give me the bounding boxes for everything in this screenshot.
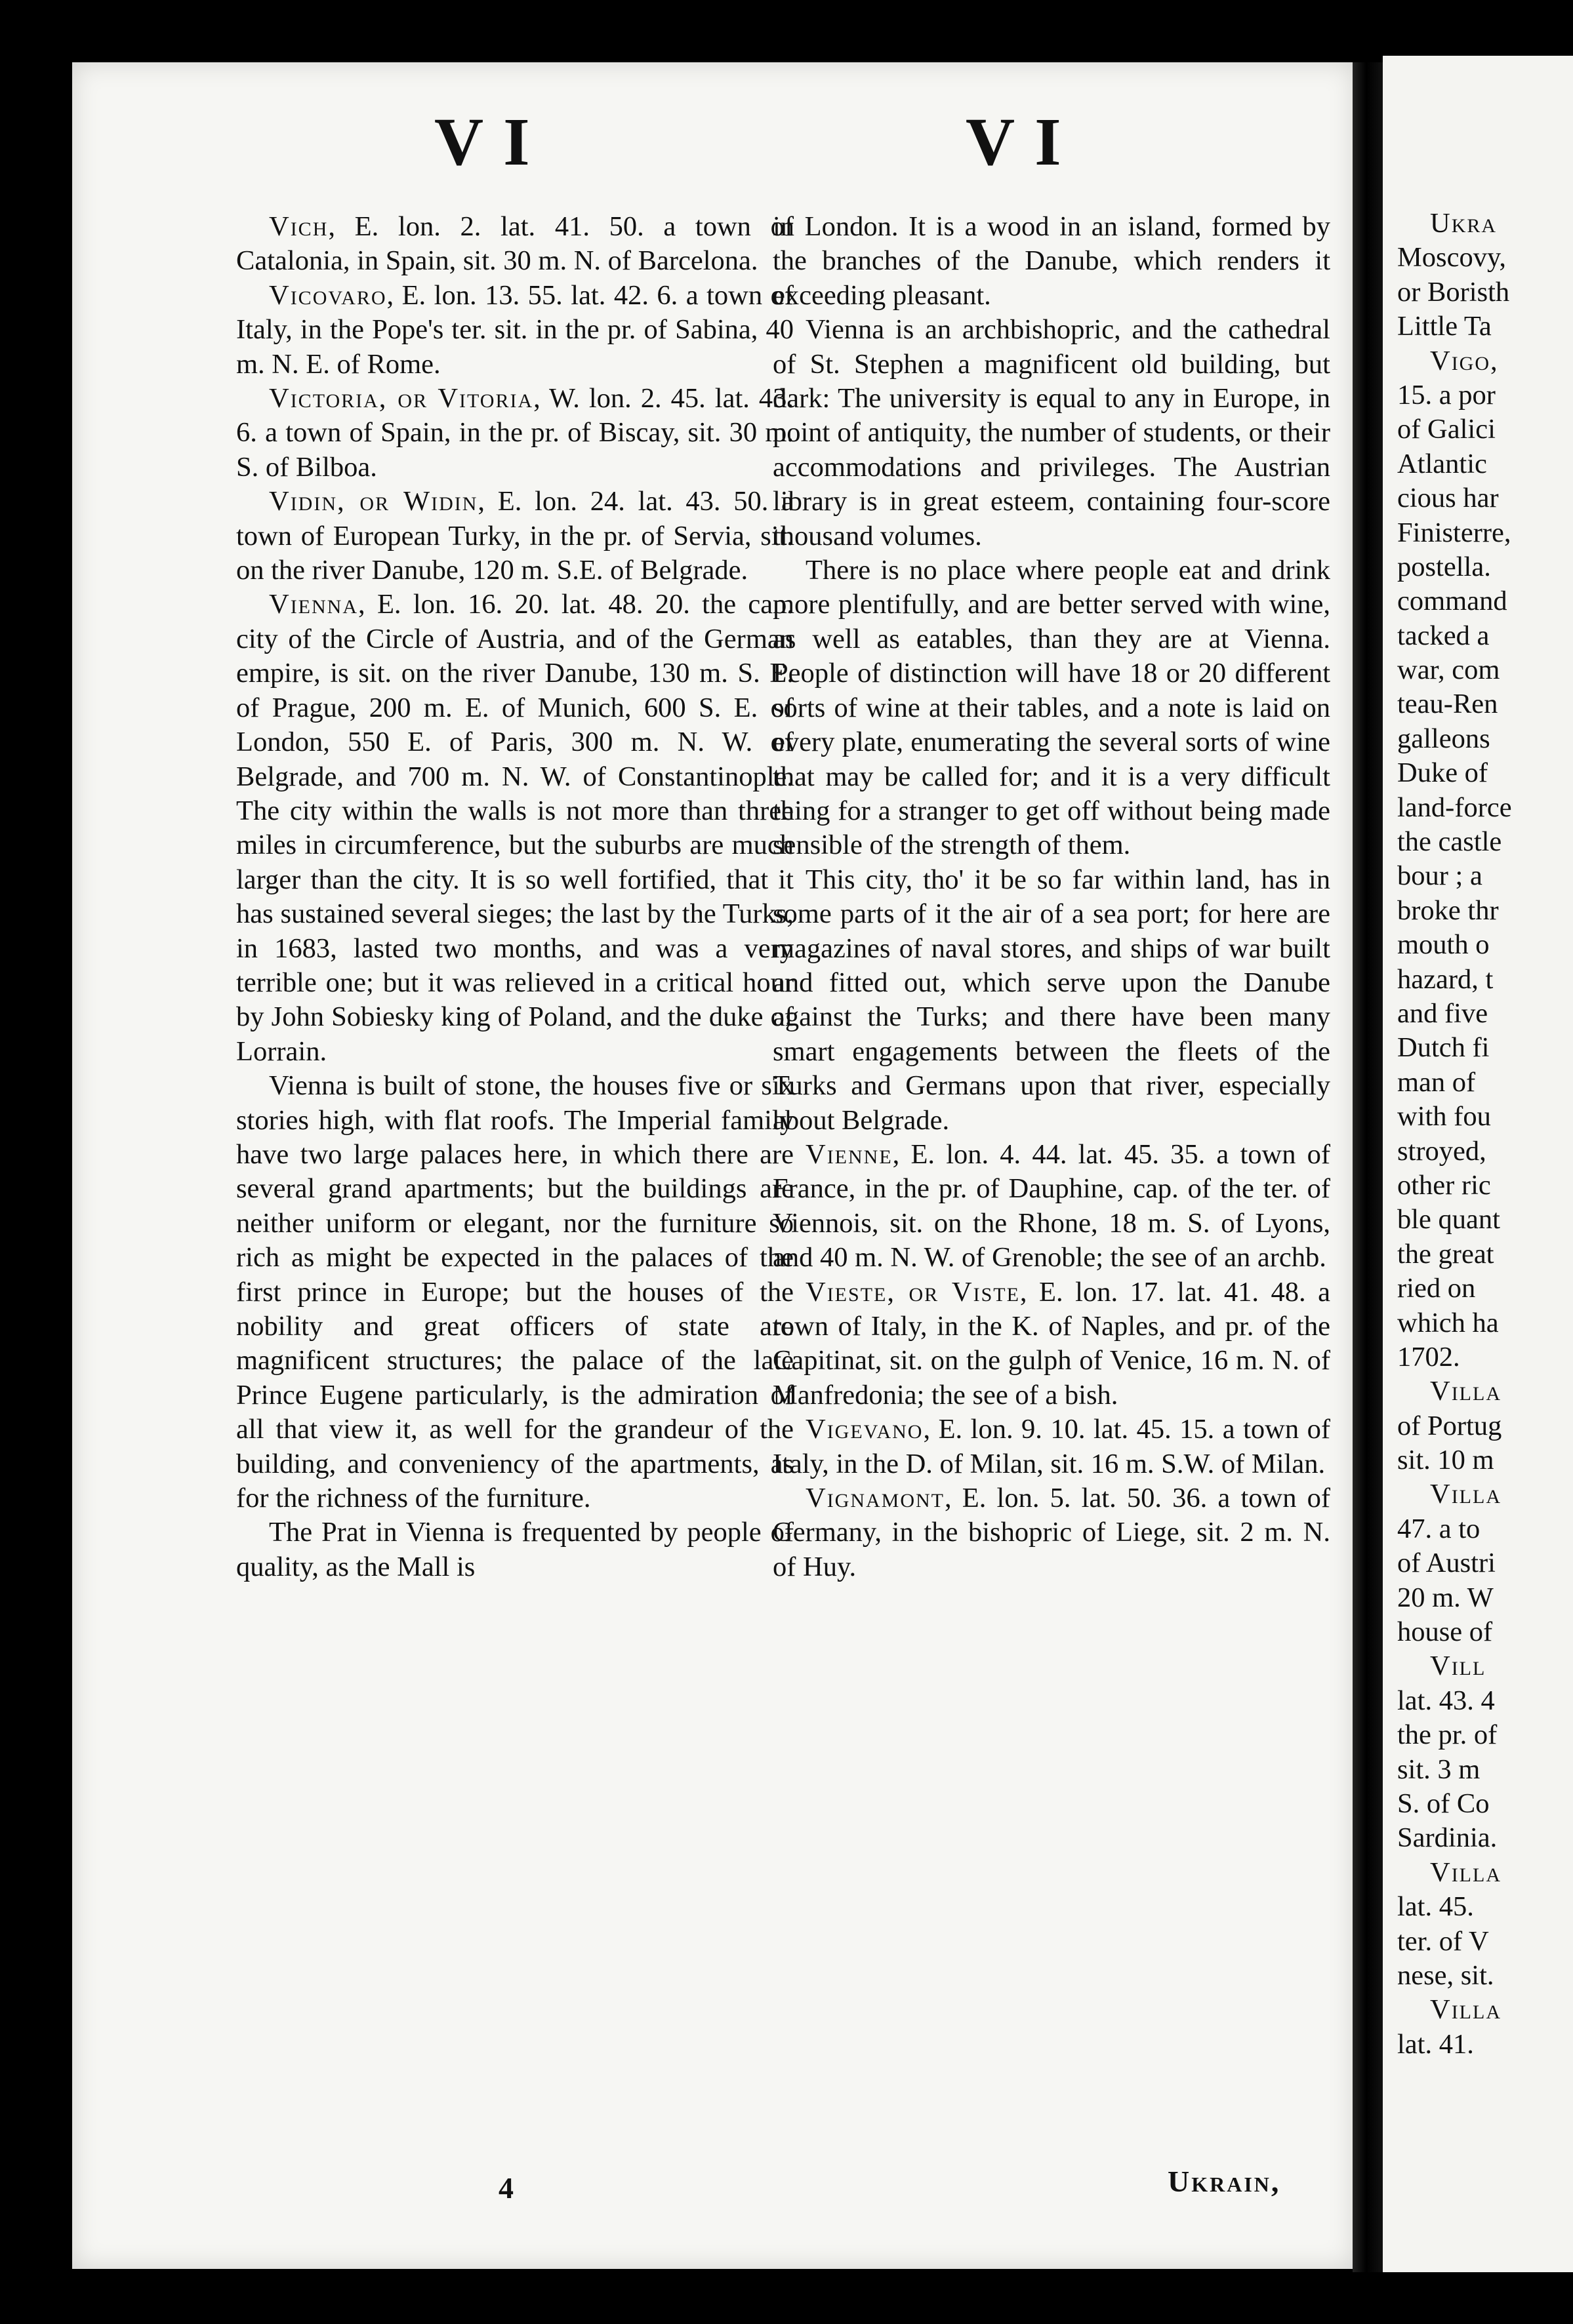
book-gutter: [1353, 62, 1383, 2272]
right-page-line: stroyed,: [1397, 1135, 1486, 1167]
right-page-line: ble quant: [1397, 1204, 1500, 1235]
entry-headword: Vidin, or Widin: [269, 486, 478, 517]
entry-paragraph: [236, 485, 794, 588]
right-page-line: Dutch fi: [1397, 1032, 1490, 1064]
entry-headword: Vicovaro: [269, 279, 387, 311]
entry-paragraph: [773, 1481, 1330, 1584]
right-page-line: the castle: [1397, 826, 1502, 858]
right-page-line: command: [1397, 586, 1507, 617]
right-page-line: land-force: [1397, 791, 1512, 823]
right-page-line: Moscovy,: [1397, 242, 1507, 273]
page-number: 4: [499, 2171, 514, 2205]
right-page-line: other ric: [1397, 1169, 1491, 1201]
right-page-line: 1702.: [1397, 1341, 1460, 1372]
right-page-line: hazard, t: [1397, 963, 1494, 995]
entry-headword: Vignamont: [806, 1483, 945, 1514]
entry-text: This city, tho' it be so far within land, has in some parts of it the air of a sea port; for here are magazines of naval stores, and ships of war built and fitted out, which serve upon the Danube against the Turks; and there have been many smart engagements between the fleets of the Turks and Germans upon that river, especially about Belgrade.: [773, 864, 1330, 1136]
right-page-line: of Portug: [1397, 1410, 1502, 1441]
entry-paragraph: [773, 313, 1330, 553]
right-page-line: the pr. of: [1397, 1719, 1498, 1751]
entry-text: The Prat in Vienna is frequented by people of quality, as the Mall is: [236, 1517, 794, 1582]
entry-paragraph: [236, 1069, 794, 1515]
right-page-line: S. of Co: [1397, 1788, 1490, 1819]
entry-paragraph: [773, 863, 1330, 1138]
right-page-line: lat. 45.: [1397, 1891, 1474, 1923]
right-page-line: war, com: [1397, 654, 1500, 686]
right-page-line: Duke of: [1397, 757, 1488, 789]
right-page-line: of Austri: [1397, 1548, 1496, 1579]
entry-text: Vienna is an archbishopric, and the cathedral of St. Stephen a magnificent old building, but dark: The university is equal to any in Europe, in point of antiquity, the number of students, or their accommodations and privileges. The Austrian library is in great esteem, containing four-score thousand volumes.: [773, 314, 1330, 551]
right-page-line: house of: [1397, 1616, 1493, 1648]
right-page-line: galleons: [1397, 723, 1490, 754]
right-page-line: tacked a: [1397, 620, 1490, 651]
right-page-line: ried on: [1397, 1273, 1476, 1304]
entry-paragraph: [773, 210, 1330, 313]
right-page-line: Vigo,: [1430, 345, 1499, 376]
right-page-line: lat. 41.: [1397, 2028, 1474, 2060]
running-head-left: VI: [434, 104, 550, 180]
right-page-line: bour ; a: [1397, 860, 1482, 892]
right-page-line: Little Ta: [1397, 311, 1492, 342]
right-page-line: Villa: [1430, 1479, 1502, 1510]
right-page-fragment: [1383, 56, 1573, 2272]
right-page-line: ter. of V: [1397, 1925, 1489, 1957]
entry-text: , E. lon. 4. 44. lat. 45. 35. a town of France, in the pr. of Dauphine, cap. of the ter. of Viennois, sit. on the Rhone, 18 m. S. of Lyons, and 40 m. N. W. of Grenoble; the see of an archb.: [773, 1138, 1330, 1273]
right-page-line: teau-Ren: [1397, 689, 1498, 720]
entry-paragraph: [773, 1412, 1330, 1481]
entry-text: , E. lon. 17. lat. 41. 48. a town of Italy, in the K. of Naples, and pr. of the Capitinat, sit. on the gulph of Venice, 16 m. N. of Manfredonia; the see of a bish.: [773, 1276, 1330, 1411]
right-page-line: Ukra: [1430, 208, 1498, 239]
entry-paragraph: [773, 1138, 1330, 1275]
right-page-line: sit. 3 m: [1397, 1753, 1481, 1785]
right-page-line: which ha: [1397, 1307, 1499, 1338]
right-page-line: Vill: [1430, 1651, 1486, 1682]
entry-text: , E. lon. 24. lat. 43. 50. a town of European Turky, in the pr. of Servia, sit. on the river Danube, 120 m. S.E. of Belgrade.: [236, 486, 794, 586]
entry-text: There is no place where people eat and drink more plentifully, and are better served with wine, as well as eatables, than they are at Vienna. People of distinction will have 18 or 20 different sorts of wine at their tables, and a note is laid on every plate, enumerating the several sorts of wine that may be called for; and it is a very difficult thing for a stranger to get off without being made sensible of the strength of them.: [773, 555, 1330, 861]
right-page-line: Atlantic: [1397, 448, 1487, 479]
right-page-line: sit. 10 m: [1397, 1445, 1494, 1476]
right-page-line: cious har: [1397, 483, 1499, 514]
right-page-line: man of: [1397, 1066, 1476, 1098]
right-page-line: Villa: [1430, 1856, 1502, 1888]
entry-text: , E. lon. 9. 10. lat. 45. 15. a town of Italy, in the D. of Milan, sit. 16 m. S.W. of Milan.: [773, 1414, 1330, 1479]
right-page-line: postella.: [1397, 551, 1491, 582]
right-page-line: nese, sit.: [1397, 1959, 1494, 1991]
entry-headword: Vienna: [269, 589, 359, 620]
text-column-2: [773, 210, 1330, 1584]
right-page-line: mouth o: [1397, 929, 1490, 961]
entry-text: , E. lon. 16. 20. lat. 48. 20. the cap. city of the Circle of Austria, and of the German empire, is sit. on the river Danube, 130 m. S. E. of Prague, 200 m. E. of Munich, 600 S. E. of London, 550 E. of Paris, 300 m. N. W. of Belgrade, and 700 m. N. W. of Constantinople. The city within the walls is not more than three miles in circumference, but the suburbs are much larger than the city. It is so well fortified, that it has sustained several sieges; the last by the Turks, in 1683, lasted two months, and was a very terrible one; but it was relieved in a critical hour by John Sobiesky king of Poland, and the duke of Lorrain.: [236, 589, 794, 1067]
right-page-line: broke thr: [1397, 894, 1499, 926]
entry-text: in London. It is a wood in an island, formed by the branches of the Danube, which renders it exceeding pleasant.: [773, 211, 1330, 311]
right-page-line: with fou: [1397, 1101, 1491, 1132]
right-page-line: the great: [1397, 1238, 1494, 1270]
entry-paragraph: [773, 1275, 1330, 1413]
entry-text: , E. lon. 2. lat. 41. 50. a town of Catalonia, in Spain, sit. 30 m. N. of Barcelona.: [236, 211, 794, 277]
entry-paragraph: [236, 210, 794, 279]
catchword: Ukrain,: [1168, 2165, 1281, 2198]
entry-text: , E. lon. 5. lat. 50. 36. a town of Germany, in the bishopric of Liege, sit. 2 m. N. of Huy.: [773, 1483, 1330, 1582]
entry-paragraph: [236, 1515, 794, 1584]
entry-text: Vienna is built of stone, the houses five or six stories high, with flat roofs. The Imperial family have two large palaces here, in which there are several grand apartments; but the buildings are neither uniform or elegant, nor the furniture so rich as might be expected in the palaces of the first prince in Europe; but the houses of the nobility and great officers of state are magnificent structures; the palace of the late Prince Eugene particularly, is the admiration of all that view it, as well for the grandeur of the building, and conveniency of the apartments, as for the richness of the furniture.: [236, 1070, 794, 1514]
entry-paragraph: [236, 279, 794, 382]
entry-headword: Vienne: [806, 1138, 893, 1170]
right-page-line: of Galici: [1397, 414, 1496, 445]
right-page-line: Villa: [1430, 1376, 1502, 1407]
entry-paragraph: [773, 553, 1330, 863]
right-page-line: 47. a to: [1397, 1513, 1481, 1544]
left-page: [72, 62, 1355, 2269]
text-column-1: [236, 210, 794, 1584]
right-page-line: and five: [1397, 997, 1488, 1029]
right-page-line: Sardinia.: [1397, 1822, 1498, 1854]
right-page-text: [1397, 207, 1573, 2062]
right-page-line: Finisterre,: [1397, 517, 1511, 548]
entry-headword: Vigevano: [806, 1414, 924, 1445]
entry-headword: Vieste, or Viste: [806, 1276, 1020, 1308]
entry-paragraph: [236, 382, 794, 485]
entry-text: , W. lon. 2. 45. lat. 43. 6. a town of Spain, in the pr. of Biscay, sit. 30 m. S. of Bilboa.: [236, 383, 794, 483]
right-page-line: 20 m. W: [1397, 1582, 1494, 1613]
entry-headword: Vich: [269, 211, 329, 242]
right-page-line: lat. 43. 4: [1397, 1685, 1495, 1716]
entry-paragraph: [236, 588, 794, 1069]
right-page-line: Villa: [1430, 1994, 1502, 2026]
right-page-line: or Boristh: [1397, 276, 1510, 308]
right-page-line: 15. a por: [1397, 379, 1496, 411]
entry-text: , E. lon. 13. 55. lat. 42. 6. a town of Italy, in the Pope's ter. sit. in the pr. of Sabina, 40 m. N. E. of Rome.: [236, 279, 794, 380]
entry-headword: Victoria, or Vitoria: [269, 383, 534, 414]
running-head-right: VI: [966, 104, 1081, 180]
